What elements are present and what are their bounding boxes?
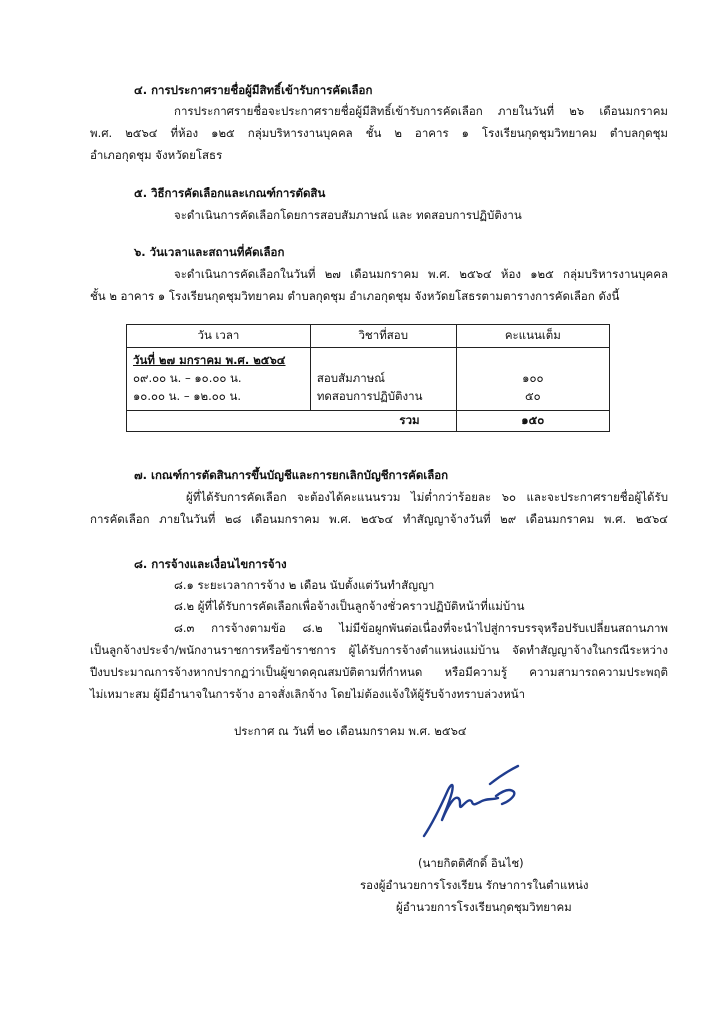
section-5-heading: ๕. วิธีการคัดเลือกและเกณฑ์การตัดสิน — [134, 186, 326, 200]
section-8-line: ๘.๓ การจ้างตามข้อ ๘.๒ ไม่มีข้อผูกพันต่อเนื่องที่จะนำไปสู่การบรรจุหรือปรับเปลี่ยนสถานภาพ — [174, 621, 668, 635]
column-header-full-score: คะแนนเต็ม — [456, 325, 609, 348]
exam-score: ๕๐ — [456, 388, 609, 411]
column-header-datetime: วัน เวลา — [127, 325, 311, 348]
signer-title-position: ผู้อำนวยการโรงเรียนกุดชุมวิทยาคม — [396, 900, 572, 914]
section-8-heading: ๘. การจ้างและเงื่อนไขการจ้าง — [134, 557, 287, 571]
section-6-line: จะดำเนินการคัดเลือกในวันที่ ๒๗ เดือนมกราคม พ.ศ. ๒๕๖๔ ห้อง ๑๒๕ กลุ่มบริหารงานบุคคล — [174, 267, 668, 281]
total-value: ๑๕๐ — [456, 411, 609, 432]
section-4-heading: ๔. การประกาศรายชื่อผู้มีสิทธิ์เข้ารับการคัดเลือก — [134, 83, 373, 97]
signer-title: รองผู้อำนวยการโรงเรียน รักษาการในตำแหน่ง — [360, 878, 589, 892]
table-row — [127, 388, 610, 411]
table-row — [127, 370, 610, 388]
section-8-line: เป็นลูกจ้างประจำ/พนักงานราชการหรือข้าราชการ ผู้ได้รับการจ้างตำแหน่งแม่บ้าน จัดทำสัญญาจ้างในกรณีระหว่าง — [90, 643, 668, 657]
section-6-heading: ๖. วันเวลาและสถานที่คัดเลือก — [134, 245, 285, 259]
section-7-line: ผู้ที่ได้รับการคัดเลือก จะต้องได้คะแนนรวม ไม่ต่ำกว่าร้อยละ ๖๐ และจะประกาศรายชื่อผู้ได้รับ — [186, 490, 668, 504]
table-date-row — [127, 348, 610, 371]
table-header-row — [127, 325, 610, 348]
section-4-line: พ.ศ. ๒๕๖๔ ที่ห้อง ๑๒๕ กลุ่มบริหารงานบุคคล ชั้น ๒ อาคาร ๑ โรงเรียนกุดชุมวิทยาคม ตำบลกุดชุม — [90, 126, 668, 140]
section-8-line: ๘.๑ ระยะเวลาการจ้าง ๒ เดือน นับตั้งแต่วันทำสัญญา — [174, 578, 435, 592]
section-4-line: การประกาศรายชื่อจะประกาศรายชื่อผู้มีสิทธิ์เข้ารับการคัดเลือก ภายในวันที่ ๒๖ เดือนมกราคม — [174, 104, 668, 118]
signer-name: (นายกิตติศักดิ์ อินไช) — [418, 856, 524, 870]
announcement-date: ประกาศ ณ วันที่ ๒๐ เดือนมกราคม พ.ศ. ๒๕๖๔ — [234, 724, 467, 738]
exam-date: วันที่ ๒๗ มกราคม พ.ศ. ๒๕๖๔ — [133, 353, 286, 367]
exam-subject: สอบสัมภาษณ์ — [310, 370, 456, 388]
signature-image — [418, 762, 538, 842]
section-5-line: จะดำเนินการคัดเลือกโดยการสอบสัมภาษณ์ และ ทดสอบการปฏิบัติงาน — [174, 208, 522, 222]
schedule-table — [126, 324, 610, 432]
section-7-line: การคัดเลือก ภายในวันที่ ๒๘ เดือนมกราคม พ.ศ. ๒๕๖๔ ทำสัญญาจ้างวันที่ ๒๙ เดือนมกราคม พ.ศ. ๒๕๖๔ — [90, 512, 668, 526]
exam-subject: ทดสอบการปฏิบัติงาน — [310, 388, 456, 411]
exam-time: ๐๙.๐๐ น. – ๑๐.๐๐ น. — [127, 370, 311, 388]
column-header-subject: วิชาที่สอบ — [310, 325, 456, 348]
section-8-line: ปีงบประมาณการจ้างหากปรากฏว่าเป็นผู้ขาดคุณสมบัติตามที่กำหนด หรือมีความรู้ ความสามารถความประพฤติ — [90, 665, 668, 679]
total-label: รวม — [127, 411, 457, 432]
section-4-line: อำเภอกุดชุม จังหวัดยโสธร — [90, 148, 223, 162]
section-6-line: ชั้น ๒ อาคาร ๑ โรงเรียนกุดชุมวิทยาคม ตำบลกุดชุม อำเภอกุดชุม จังหวัดยโสธรตามตารางการคัดเลือก ดังนี้ — [90, 289, 620, 303]
table-total-row — [127, 411, 610, 432]
exam-score: ๑๐๐ — [456, 370, 609, 388]
exam-time: ๑๐.๐๐ น. – ๑๒.๐๐ น. — [127, 388, 311, 411]
section-7-heading: ๗. เกณฑ์การตัดสินการขึ้นบัญชีและการยกเลิกบัญชีการคัดเลือก — [134, 468, 449, 482]
section-8-line: ๘.๒ ผู้ที่ได้รับการคัดเลือกเพื่อจ้างเป็นลูกจ้างชั่วคราวปฏิบัติหน้าที่แม่บ้าน — [174, 599, 525, 613]
section-8-line: ไม่เหมาะสม ผู้มีอำนาจในการจ้าง อาจสั่งเลิกจ้าง โดยไม่ต้องแจ้งให้ผู้รับจ้างทราบล่วงหน้า — [90, 687, 526, 701]
